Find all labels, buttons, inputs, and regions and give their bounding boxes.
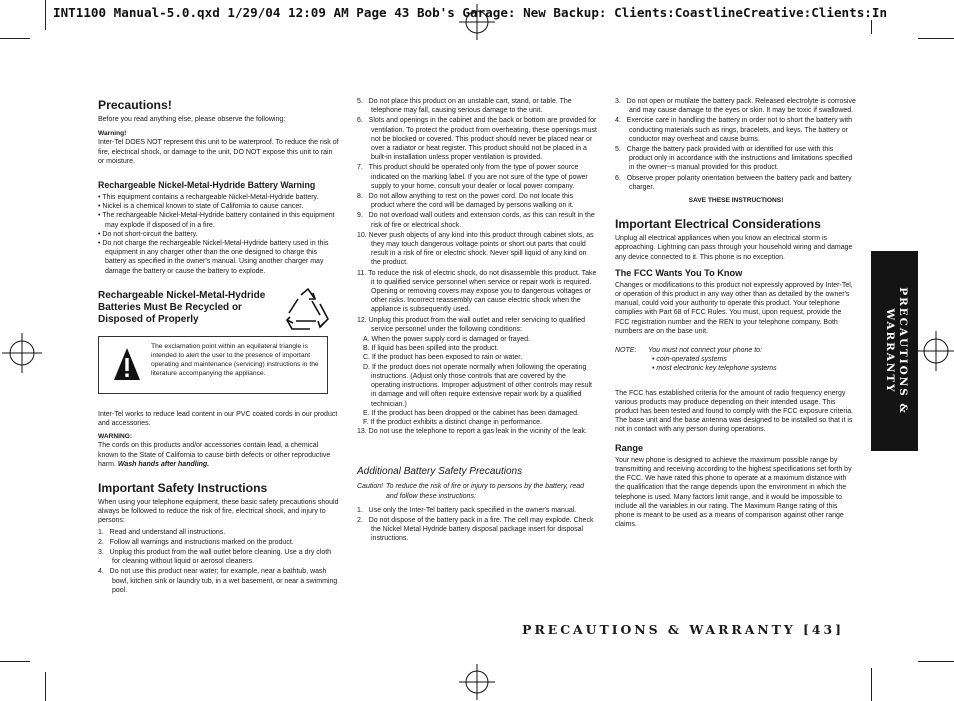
precautions-heading: Precautions! (98, 98, 172, 112)
sub-list-item: C. If the product has been exposed to rain or water. (363, 354, 523, 362)
column-right (615, 97, 857, 531)
list-item: 1. Use only the Inter-Tel battery pack specified in the owner's manual. (357, 506, 577, 514)
side-tab-label: PRECAUTIONS & WARRANTY (884, 287, 909, 415)
caution-label: Caution! (357, 483, 384, 491)
fcc-heading: The FCC Wants You To Know (615, 267, 743, 278)
list-item: 2. Do not dispose of the battery pack in a fire. The cell may explode. Check the Nickel Metal Hydride battery disposal package insert for disposal instructions. (357, 516, 594, 543)
list-item: 6. Observe proper polarity orientation between the battery pack and battery charger. (615, 174, 852, 191)
list-item: 5. Charge the battery pack provided with or identified for use with this product only in accordance with the instructions and limitations specified in the owner~s manual provided for this product. (615, 146, 853, 172)
list-item: 3. Unplug this product from the wall outlet before cleaning. Use a dry cloth for cleaning without liquid or aerosol cleaners. (98, 549, 332, 566)
lead-content-text: Inter-Tel works to reduce lead content in our PVC coated cords in our product and accessories. (98, 410, 338, 428)
list-item: 9. Do not overload wall outlets and extension cords, as this can result in the risk of fire or electrical shock. (357, 212, 595, 229)
caution-row (357, 482, 597, 500)
list-item: 7. This product should be operated only from the type of power source indicated on the marking label. If you are not sure of the type of power supply to your home, consult your dealer or local power company. (357, 164, 588, 190)
lead-warning-paragraph (98, 441, 340, 469)
list-item: • Do not short-circuit the battery. (98, 230, 198, 238)
list-item: 11. To reduce the risk of electric shock, do not disassemble this product. Take it to qualified service personnel when service or repair work is required. Opening or removing covers may expose you to dangerous voltages or other risks. Incorrect reassembly can cause electric shock when the appliance is subsequently used. (357, 269, 597, 314)
note-label: NOTE: (615, 347, 637, 355)
list-item: • Do not charge the rechargeable Nickel-Metal-Hydride battery used in this equipment in any charger other than the one designed to charge this battery as specified in the owner's manual. Using another charger may damage the battery or cause the battery to explode. (98, 240, 329, 275)
caution-text: To reduce the risk of fire or injury to persons by the battery, read and follow these instructions: (386, 483, 585, 500)
crop-mark (918, 38, 954, 39)
list-item: • The rechargeable Nickel-Metal-Hydride battery contained in this equipment may explode if disposed of in a fire. (98, 212, 335, 229)
list-item: 2. Follow all warnings and instructions marked on the product. (98, 538, 294, 546)
range-heading: Range (615, 442, 644, 453)
warning-triangle-icon (112, 346, 142, 382)
list-item: • most electronic key telephone systems (652, 365, 777, 373)
caution-box-text: The exclamation point within an equilateral triangle is intended to alert the user to the presence of important operating and maintenance (servicing) instructions in the literature accompanying the appliance. (151, 342, 319, 377)
note-text: You must not connect your phone to: (648, 347, 763, 355)
recycle-icon (284, 287, 332, 333)
safety-intro: When using your telephone equipment, these basic safety precautions should always be followed to reduce the risk of fire, electrical shock, and injury to persons: (98, 499, 339, 525)
caution-notice-box (98, 336, 328, 394)
column-left (98, 96, 340, 596)
crop-mark (0, 38, 30, 39)
column-middle (357, 97, 597, 545)
list-item: 12. Unplug this product from the wall outlet and refer servicing to qualified service personnel under the following conditions: (357, 316, 586, 333)
lead-warning-emphasis: Wash hands after handling. (117, 460, 210, 468)
sub-list-item: B. If liquid has been spilled into the product. (363, 345, 499, 353)
list-item: 5. Do not place this product on an unstable cart, stand, or table. The telephone may fall, causing serious damage to the unit. (357, 98, 572, 115)
save-instructions-text: SAVE THESE INSTRUCTIONS! (688, 197, 784, 205)
registration-mark-bottom (459, 664, 495, 700)
lead-warning-label: WARNING: (98, 433, 133, 441)
intro-text: Before you read anything else, please observe the following: (98, 116, 286, 123)
registration-mark-left (2, 333, 42, 373)
electrical-heading: Important Electrical Considerations (615, 217, 821, 232)
crop-mark (918, 661, 954, 662)
recycle-heading: Rechargeable Nickel-Metal-Hydride Batteries Must Be Recycled or Disposed of Properly (98, 289, 266, 325)
list-item: • This equipment contains a rechargeable Nickel-Metal-Hydride battery. (98, 194, 319, 202)
registration-mark-top (459, 4, 495, 40)
list-item: 10. Never push objects of any kind into this product through cabinet slots, as they may touch dangerous voltage points or short out parts that could result in a risk of fire or electric shock. Never spill liquid of any kind on the product. (357, 231, 594, 267)
file-slug-line: INT1100 Manual-5.0.qxd 1/29/04 12:09 AM Page 43 Bob's Garage: New Backup: Clients:CoastlineCreative:Clients:In (53, 5, 888, 20)
range-text: Your new phone is designed to achieve the maximum possible range by transmitting and receiving according to the highest specifications set forth by the FCC. We have rated this phone to operate at a maximum distance with the qualification that the range depends upon the environment in which the telephone is used. Many factors limit range, and it would be impossible to include all the variables in our rating. The Maximum Range rating of this phone is meant to be used as a means of comparison against other range claims. (615, 456, 852, 529)
list-item: 6. Slots and openings in the cabinet and the back or bottom are provided for ventilation. To protect the product from overheating, these openings must not be blocked or covered. This product should never be placed near or over a radiator or heat register. This product should not be placed in a built-in installation unless proper ventilation is provided. (357, 117, 597, 162)
safety-heading: Important Safety Instructions (98, 481, 268, 496)
warning-label: Warning! (98, 130, 127, 138)
sub-list-item: E. If the product has been dropped or the cabinet has been damaged. (363, 409, 579, 417)
warning-text: Inter-Tel DOES NOT represent this unit to be waterproof. To reduce the risk of fire, electrical shock, or damage to the unit, DO NOT expose this unit to rain or moisture. (98, 139, 339, 165)
crop-mark (871, 668, 872, 701)
crop-mark (871, 20, 872, 34)
battery-warning-heading: Rechargeable Nickel-Metal-Hydride Battery Warning (98, 180, 316, 191)
list-item: • Nickel is a chemical known to state of California to cause cancer. (98, 203, 304, 211)
crop-mark (0, 661, 30, 662)
list-item: 8. Do not allow anything to rest on the power cord. Do not locate this product where the cord will be damaged by persons walking on it. (357, 193, 574, 210)
list-item: 4. Exercise care in handling the battery in order not to short the battery with conducting materials such as rings, bracelets, and keys. The battery or conductor may overheat and cause burns. (615, 117, 852, 143)
list-item: • coin-operated systems (652, 356, 727, 364)
lead-warning-text: The cords on this products and/or accessories contain lead, a chemical known to the State of California to cause birth defects or other reproductive harm. (98, 442, 331, 468)
list-item: 3. Do not open or mutilate the battery pack. Released electrolyte is corrosive and may cause damage to the eyes or skin. It may be toxic if swallowed. (615, 98, 856, 115)
fcc-criteria-text: The FCC has established criteria for the amount of radio frequency energy various products may produce depending on their intended usage. This product has been tested and found to comply with the FCC exposure criteria. The base unit and the base antenna was designed to be installed so that it is not in contact with any person during operations. (615, 389, 854, 434)
page-footer: PRECAUTIONS & WARRANTY [43] (522, 622, 844, 637)
additional-battery-heading: Additional Battery Safety Precautions (357, 466, 523, 478)
battery-bullet-list (98, 193, 340, 276)
sub-list-item: F. If the product exhibits a distinct change in performance. (363, 418, 542, 426)
crop-mark (45, 672, 46, 701)
registration-mark-right (916, 331, 954, 371)
note-row (615, 346, 857, 374)
electrical-text: Unplug all electrical appliances when you know an electrical storm is approaching. Lightning can pass through your household wiring and damage any device connected to it. This phone is no exception. (615, 235, 853, 261)
list-item: 1. Read and understand all instructions. (98, 528, 226, 536)
sub-list-item: A. When the power supply cord is damaged or frayed. (363, 336, 530, 344)
fcc-text: Changes or modifications to this product not expressly approved by Inter-Tel, or operation of this product in any way other than as detailed by the owner's manual, could void your authority to operate this product. Your telephone complies with Part 68 of FCC Rules. You must, upon request, provide the FCC registration number and the REN to your telephone company. Both numbers are on the base unit. (615, 281, 853, 335)
crop-mark (45, 0, 46, 30)
list-item: 4. Do not use this product near water; for example, near a bathtub, wash bowl, kitchen sink or laundry tub, in a wet basement, or near a swimming pool. (98, 568, 338, 594)
list-item: 13. Do not use the telephone to report a gas leak in the vicinity of the leak. (357, 428, 587, 436)
sub-list-item: D. If the product does not operate normally when following the operating instructions. (Adjust only those controls that are covered by the operating instructions. Improper adjustment of other controls may result in damage and will often require extensive repair work by a qualified technician.) (363, 363, 592, 408)
